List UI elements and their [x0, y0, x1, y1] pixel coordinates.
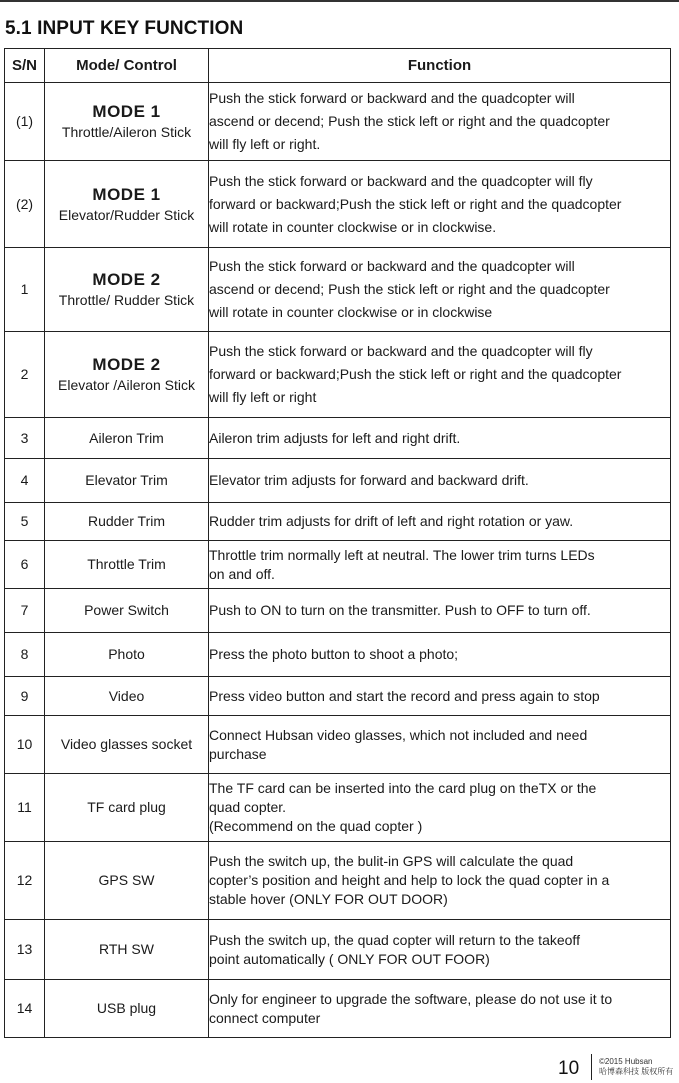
table-row	[5, 459, 671, 503]
header-mode: Mode/ Control	[45, 49, 209, 83]
row-function	[209, 920, 671, 980]
row-sn: 9	[5, 677, 45, 716]
function-line: Push the stick forward or backward and the quadcopter will	[209, 258, 575, 274]
row-mode: Elevator Trim	[45, 459, 209, 503]
function-line: Elevator trim adjusts for forward and backward drift.	[209, 472, 529, 488]
function-line: will fly left or right	[209, 389, 317, 405]
row-function	[209, 503, 671, 541]
function-line: forward or backward;Push the stick left or right and the quadcopter	[209, 366, 622, 382]
row-mode	[45, 332, 209, 418]
row-function	[209, 589, 671, 633]
copyright-line: 哈博森科技 版权所有	[599, 1067, 674, 1076]
function-line: will rotate in counter clockwise or in clockwise	[209, 304, 493, 320]
row-sn: 5	[5, 503, 45, 541]
row-function	[209, 541, 671, 589]
function-line: (Recommend on the quad copter )	[209, 818, 423, 834]
function-line: Connect Hubsan video glasses, which not included and need	[209, 726, 588, 743]
function-line: point automatically ( ONLY FOR OUT FOOR)	[209, 950, 490, 967]
mode-control: Throttle/Aileron Stick	[61, 124, 192, 140]
table-row	[5, 541, 671, 589]
row-mode: TF card plug	[45, 774, 209, 842]
row-mode: Aileron Trim	[45, 418, 209, 459]
mode-heading: MODE 1	[92, 184, 161, 204]
function-line: copter’s position and height and help to lock the quad copter in a	[209, 872, 610, 888]
section-title: 5.1 INPUT KEY FUNCTION	[5, 18, 244, 39]
row-mode: GPS SW	[45, 842, 209, 920]
row-mode	[45, 248, 209, 332]
row-function	[209, 980, 671, 1038]
row-function	[209, 332, 671, 418]
row-sn: (1)	[5, 83, 45, 161]
table-row	[5, 503, 671, 541]
row-sn: 6	[5, 541, 45, 589]
function-line: Only for engineer to upgrade the software, please do not use it to	[209, 990, 613, 1007]
row-mode: Video	[45, 677, 209, 716]
table-row	[5, 83, 671, 161]
function-line: connect computer	[209, 1009, 321, 1026]
mode-heading: MODE 2	[92, 270, 161, 289]
row-function	[209, 774, 671, 842]
function-line: Aileron trim adjusts for left and right drift.	[209, 429, 461, 446]
function-line: Push the switch up, the quad copter will return to the takeoff	[209, 931, 580, 948]
function-line: Press the photo button to shoot a photo;	[209, 646, 459, 662]
function-line: forward or backward;Push the stick left or right and the quadcopter	[209, 195, 622, 212]
row-sn: 1	[5, 248, 45, 332]
row-sn: 2	[5, 332, 45, 418]
function-line: purchase	[209, 745, 267, 762]
table-row	[5, 589, 671, 633]
function-line: stable hover (ONLY FOR OUT DOOR)	[209, 891, 448, 907]
table-row	[5, 418, 671, 459]
function-line: Push the stick forward or backward and the quadcopter will fly	[209, 343, 593, 359]
table-row	[5, 774, 671, 842]
copyright	[599, 1057, 673, 1077]
footer-divider	[591, 1054, 592, 1080]
row-mode: Rudder Trim	[45, 503, 209, 541]
function-line: will fly left or right.	[209, 136, 321, 152]
row-function	[209, 716, 671, 774]
input-key-table	[4, 48, 671, 1038]
mode-control: Elevator /Aileron Stick	[58, 377, 195, 393]
top-rule	[0, 0, 679, 2]
row-sn: 7	[5, 589, 45, 633]
header-sn: S/N	[5, 49, 45, 83]
row-mode: Power Switch	[45, 589, 209, 633]
table-row	[5, 716, 671, 774]
row-function	[209, 83, 671, 161]
function-line: Push to ON to turn on the transmitter. Push to OFF to turn off.	[209, 602, 591, 618]
header-function: Function	[209, 49, 671, 83]
table-header-row	[5, 49, 671, 83]
row-mode: RTH SW	[45, 920, 209, 980]
table-row	[5, 842, 671, 920]
function-line: on and off.	[209, 565, 275, 582]
table-row	[5, 161, 671, 248]
table-row	[5, 677, 671, 716]
row-sn: (2)	[5, 161, 45, 248]
table-row	[5, 248, 671, 332]
mode-heading: MODE 2	[92, 355, 161, 374]
function-line: quad copter.	[209, 799, 287, 815]
function-line: The TF card can be inserted into the card plug on theTX or the	[209, 780, 597, 796]
function-line: will rotate in counter clockwise or in clockwise.	[209, 218, 497, 235]
function-line: Push the stick forward or backward and the quadcopter will fly	[209, 172, 593, 189]
table-row	[5, 633, 671, 677]
mode-control: Elevator/Rudder Stick	[58, 206, 195, 223]
function-line: ascend or decend; Push the stick left or right and the quadcopter	[209, 113, 610, 129]
row-mode: Photo	[45, 633, 209, 677]
table-row	[5, 920, 671, 980]
row-mode	[45, 83, 209, 161]
row-mode: Throttle Trim	[45, 541, 209, 589]
row-function	[209, 633, 671, 677]
function-line: ascend or decend; Push the stick left or right and the quadcopter	[209, 281, 610, 297]
row-function	[209, 842, 671, 920]
row-sn: 11	[5, 774, 45, 842]
row-function	[209, 161, 671, 248]
function-line: Push the switch up, the bulit-in GPS will calculate the quad	[209, 853, 574, 869]
row-sn: 12	[5, 842, 45, 920]
row-function	[209, 677, 671, 716]
row-function	[209, 248, 671, 332]
function-line: Press video button and start the record and press again to stop	[209, 687, 600, 704]
table-row	[5, 980, 671, 1038]
row-sn: 14	[5, 980, 45, 1038]
row-mode	[45, 161, 209, 248]
row-function	[209, 459, 671, 503]
function-line: Push the stick forward or backward and the quadcopter will	[209, 90, 575, 106]
table-row	[5, 332, 671, 418]
row-mode: USB plug	[45, 980, 209, 1038]
page-number: 10	[558, 1058, 580, 1079]
function-line: Throttle trim normally left at neutral. The lower trim turns LEDs	[209, 546, 595, 563]
row-sn: 10	[5, 716, 45, 774]
row-sn: 4	[5, 459, 45, 503]
copyright-line: ©2015 Hubsan	[599, 1057, 653, 1066]
row-sn: 8	[5, 633, 45, 677]
function-line: Rudder trim adjusts for drift of left and right rotation or yaw.	[209, 513, 574, 529]
mode-control: Throttle/ Rudder Stick	[58, 292, 195, 308]
row-function	[209, 418, 671, 459]
row-mode: Video glasses socket	[45, 716, 209, 774]
mode-heading: MODE 1	[92, 102, 161, 121]
row-sn: 13	[5, 920, 45, 980]
row-sn: 3	[5, 418, 45, 459]
